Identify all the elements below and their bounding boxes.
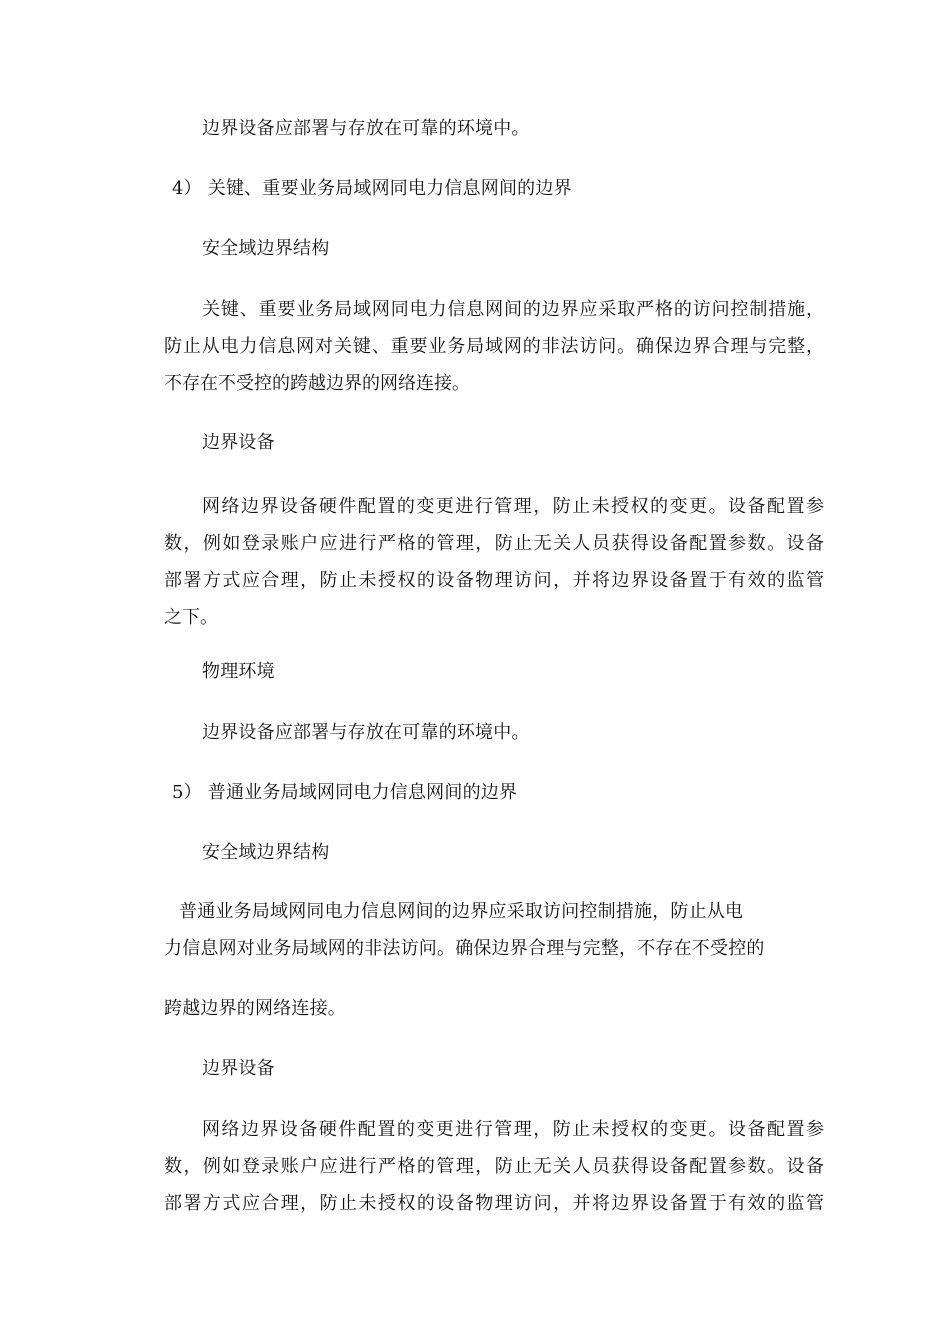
paragraph-line: 数，例如登录账户应进行严格的管理，防止无关人员获得设备配置参数。设备	[164, 1156, 824, 1177]
paragraph-line: 边界设备应部署与存放在可靠的环境中。	[202, 118, 530, 139]
paragraph-line: 数，例如登录账户应进行严格的管理，防止无关人员获得设备配置参数。设备	[164, 533, 824, 554]
paragraph-line: 跨越边界的网络连接。	[164, 998, 346, 1019]
subsection-heading: 边界设备	[202, 1058, 275, 1079]
subsection-heading: 边界设备	[202, 432, 275, 453]
section-heading-4: 4） 关键、重要业务局域网同电力信息网间的边界	[172, 178, 572, 199]
paragraph-block	[164, 1111, 824, 1222]
paragraph-line: 力信息网对业务局域网的非法访问。确保边界合理与完整，不存在不受控的	[164, 938, 765, 959]
paragraph-line: 之下。	[164, 607, 218, 628]
paragraph-line: 边界设备应部署与存放在可靠的环境中。	[202, 722, 530, 743]
paragraph-line: 关键、重要业务局域网同电力信息网间的边界应采取严格的访问控制措施，	[202, 299, 824, 320]
paragraph-block	[164, 291, 824, 402]
paragraph-line: 普通业务局域网同电力信息网间的边界应采取访问控制措施，防止从电	[179, 901, 744, 922]
paragraph-line: 防止从电力信息网对关键、重要业务局域网的非法访问。确保边界合理与完整，	[164, 336, 824, 357]
paragraph-line: 网络边界设备硬件配置的变更进行管理，防止未授权的变更。设备配置参	[202, 1119, 824, 1140]
paragraph-block	[164, 488, 824, 636]
paragraph-line: 不存在不受控的跨越边界的网络连接。	[164, 373, 470, 394]
subsection-heading: 安全域边界结构	[202, 842, 330, 863]
paragraph-line: 部署方式应合理，防止未授权的设备物理访问，并将边界设备置于有效的监管	[164, 570, 824, 591]
subsection-heading: 物理环境	[202, 661, 275, 682]
subsection-heading: 安全域边界结构	[202, 238, 330, 259]
section-heading-5: 5） 普通业务局域网同电力信息网间的边界	[172, 782, 518, 803]
paragraph-line: 网络边界设备硬件配置的变更进行管理，防止未授权的变更。设备配置参	[202, 496, 824, 517]
paragraph-line: 部署方式应合理，防止未授权的设备物理访问，并将边界设备置于有效的监管	[164, 1193, 824, 1214]
